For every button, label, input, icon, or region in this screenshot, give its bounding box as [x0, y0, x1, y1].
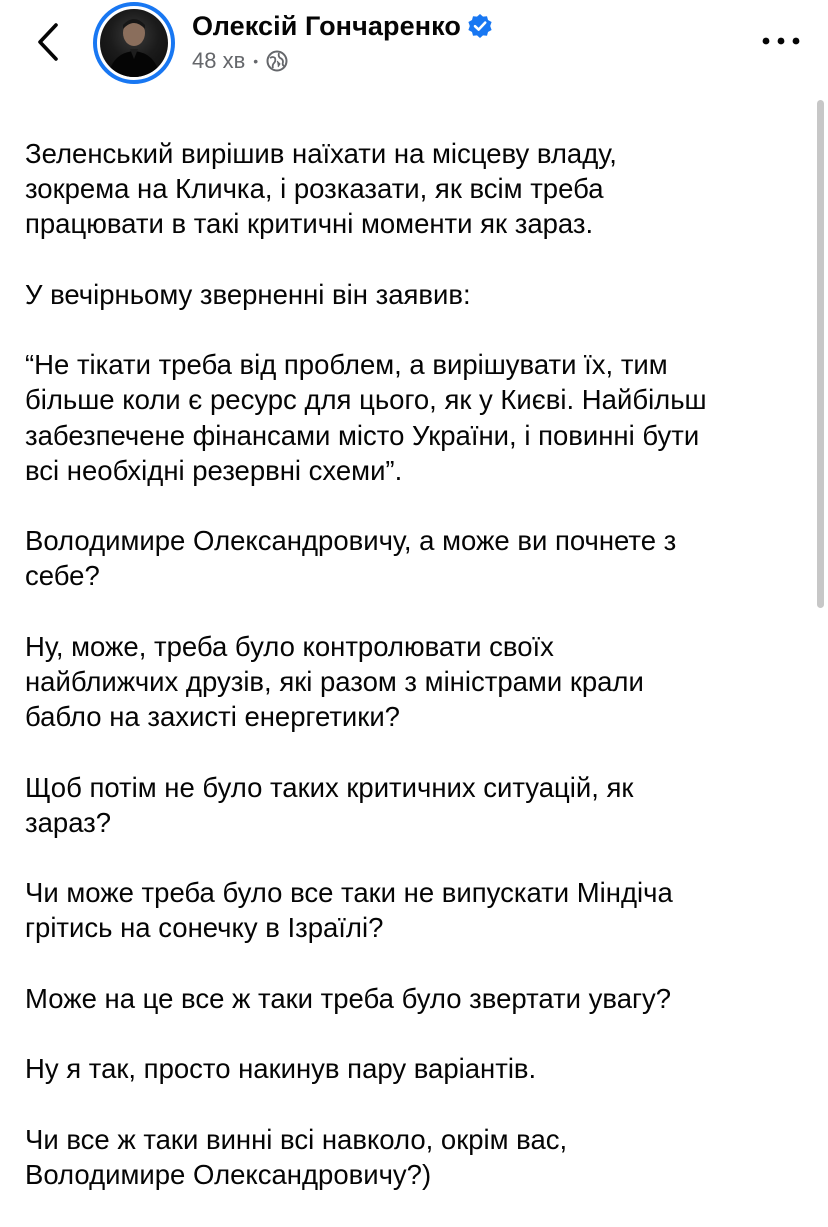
author-row	[192, 8, 493, 44]
post-paragraph: “Не тікати треба від проблем, а вирішувати їх, тим більше коли є ресурс для цього, як у Києві. Найбільш забезпечене фінансами місто України, і повинні бути всі необхідні резервні схеми”.	[25, 349, 707, 486]
meta-separator: •	[253, 53, 259, 69]
post-paragraph: Зеленський вирішив наїхати на місцеву владу, зокрема на Кличка, і розказати, як всім треба працювати в такі критичні моменти як зараз.	[25, 138, 617, 240]
post-meta	[192, 46, 288, 76]
avatar[interactable]	[93, 2, 175, 84]
post-paragraph: Володимире Олександровичу, а може ви почнете з себе?	[25, 525, 677, 592]
more-options-button[interactable]	[756, 24, 806, 58]
post-paragraph: Чи все ж таки винні всі навколо, окрім вас, Володимире Олександровичу?)	[25, 1123, 568, 1190]
post-text	[25, 136, 805, 1227]
back-button[interactable]	[28, 18, 68, 66]
verified-badge-icon	[467, 13, 493, 39]
post-timestamp[interactable]: 48 хв	[192, 48, 246, 73]
more-horizontal-icon	[761, 36, 801, 46]
post-paragraph: Ну я так, просто накинув пару варіантів.	[25, 1053, 537, 1085]
chevron-left-icon	[35, 22, 61, 62]
post-header	[0, 0, 828, 92]
post-paragraph: У вечірньому зверненні він заявив:	[25, 278, 471, 310]
scrollbar[interactable]	[817, 100, 824, 608]
avatar-image	[100, 9, 168, 77]
person-silhouette-icon	[100, 9, 168, 77]
post-paragraph: Чи може треба було все таки не випускати Міндіча грітись на сонечку в Ізраїлі?	[25, 877, 673, 944]
post-paragraph: Ну, може, треба було контролювати своїх найближчих друзів, які разом з міністрами крали бабло на захисті енергетики?	[25, 630, 644, 733]
post-paragraph: Щоб потім не було таких критичних ситуацій, як зараз?	[25, 771, 634, 838]
globe-icon	[266, 50, 288, 72]
post-paragraph: Може на це все ж таки треба було звертати увагу?	[25, 982, 672, 1014]
author-name[interactable]: Олексій Гончаренко	[192, 10, 461, 41]
